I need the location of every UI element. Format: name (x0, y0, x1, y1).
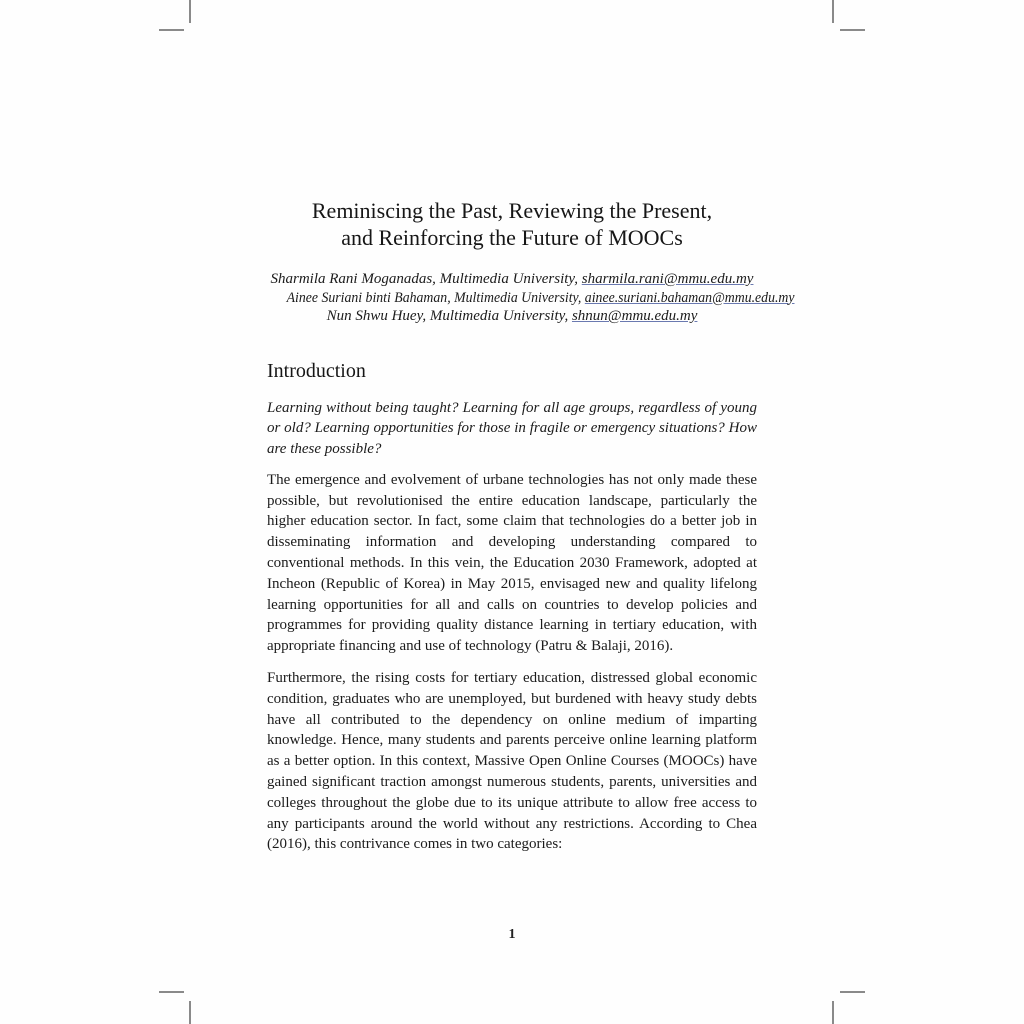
crop-mark-bottom-left-vertical (189, 1001, 191, 1024)
author-byline: Sharmila Rani Moganadas, Multimedia University, (270, 271, 582, 287)
paper-title-line-2: and Reinforcing the Future of MOOCs (341, 225, 683, 250)
paper-title-line-1: Reminiscing the Past, Reviewing the Present, (311, 198, 713, 223)
crop-mark-bottom-right-vertical (832, 1001, 834, 1024)
author-email-link[interactable]: sharmila.rani@mmu.edu.my (581, 271, 754, 287)
crop-mark-top-left-vertical (189, 0, 191, 23)
authors-block (267, 270, 795, 326)
author-byline: Nun Shwu Huey, Multimedia University, (326, 308, 572, 324)
author-email-link[interactable]: ainee.suriani.bahaman@mmu.edu.my (584, 289, 795, 306)
crop-mark-top-right-vertical (832, 0, 834, 23)
page-number: 1 (508, 927, 516, 942)
author-line-3 (267, 307, 757, 326)
page-content (267, 0, 795, 855)
body-paragraph-2: Furthermore, the rising costs for tertiary education, distressed global economic condition, graduates who are unemployed, but burdened with heavy study debts have all contributed to the dependency on online medium of imparting knowledge. Hence, many students and parents perceive online learning platform as a better option. In this context, Massive Open Online Courses (MOOCs) have gained significant traction amongst numerous students, parents, universities and colleges throughout the globe due to its unique attribute to allow free access to any participants around the world without any restrictions. According to Chea (2016), this contrivance comes in two categories: (267, 670, 757, 853)
crop-mark-bottom-right-horizontal (840, 991, 865, 993)
section-heading-introduction: Introduction (267, 359, 366, 382)
lead-paragraph: Learning without being taught? Learning for all age groups, regardless of young or old? Learning opportunities for those in fragile or emergency situations? How are these possible? (267, 399, 757, 458)
author-line-1 (267, 270, 757, 289)
author-line-2 (286, 289, 795, 308)
author-byline: Ainee Suriani binti Bahaman, Multimedia University, (286, 289, 585, 306)
paper-title (267, 197, 757, 251)
crop-mark-top-right-horizontal (840, 29, 865, 31)
body-paragraph-1: The emergence and evolvement of urbane technologies has not only made these possible, but revolutionised the entire education landscape, particularly the higher education sector. In fact, some claim that technologies do a better job in disseminating information and developing understanding compared to conventional methods. In this vein, the Education 2030 Framework, adopted at Incheon (Republic of Korea) in May 2015, envisaged new and quality lifelong learning opportunities for all and calls on countries to develop policies and programmes for providing quality distance learning in tertiary education, with appropriate financing and use of technology (Patru & Balaji, 2016). (267, 471, 757, 655)
crop-mark-top-left-horizontal (159, 29, 184, 31)
crop-mark-bottom-left-horizontal (159, 991, 184, 993)
author-email-link[interactable]: shnun@mmu.edu.my (571, 308, 698, 324)
